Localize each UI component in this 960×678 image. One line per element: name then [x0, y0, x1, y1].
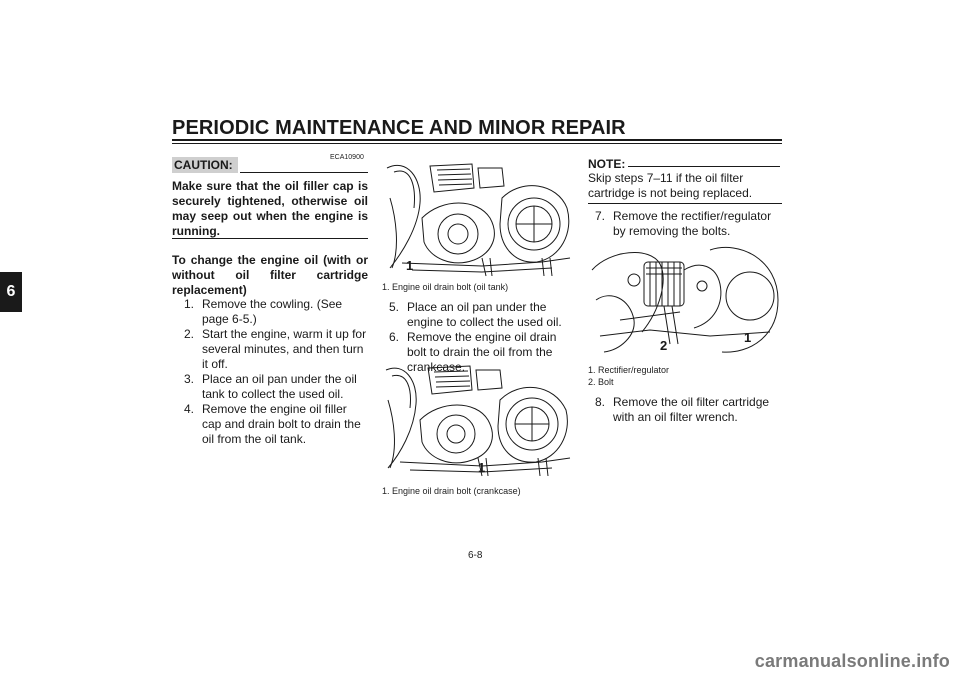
section-heading: To change the engine oil (with or without oil filter cartridge replacement)	[172, 253, 368, 297]
rectifier-illustration	[590, 240, 780, 358]
figure-caption-1: 1. Rectifier/regulator	[588, 365, 670, 375]
step-text: Remove the oil filter cartridge with an oil filter wrench.	[613, 395, 770, 424]
chapter-tab[interactable]: 6	[0, 272, 22, 312]
title-rule	[172, 139, 782, 141]
note-label: NOTE:	[588, 157, 626, 171]
step-item	[172, 372, 368, 402]
step-text: Place an oil pan under the engine to collect the used oil.	[407, 300, 562, 329]
figure-caption-2: 2. Bolt	[588, 377, 614, 387]
figure-caption: 1. Engine oil drain bolt (oil tank)	[382, 282, 509, 292]
step-number: 8.	[595, 395, 606, 409]
step-number: 7.	[595, 209, 606, 223]
watermark[interactable]: carmanualsonline.info	[754, 651, 950, 671]
figure-rectifier-regulator	[590, 240, 780, 358]
step-number: 4.	[184, 402, 195, 416]
figure-caption: 1. Engine oil drain bolt (crankcase)	[382, 486, 521, 496]
figure-callout-2: 2	[660, 338, 668, 353]
step-text: Remove the rectifier/regulator by removing the bolts.	[613, 209, 772, 238]
caution-text: Make sure that the oil filler cap is securely tightened, otherwise oil may seep out when the engine is running.	[172, 179, 368, 238]
page-number: 6-8	[468, 550, 483, 561]
step-text: Remove the engine oil drain bolt to drain the oil from the crankcase.	[407, 330, 557, 374]
step-number: 5.	[389, 300, 400, 314]
step-item	[172, 402, 368, 447]
figure-callout: 1	[478, 460, 486, 475]
step-number: 6.	[389, 330, 400, 344]
figure-callout-1: 1	[744, 330, 752, 345]
step-item	[377, 300, 577, 330]
left-steps-list	[172, 297, 368, 447]
right-steps-list-2	[583, 395, 783, 425]
caution-label: CAUTION:	[172, 157, 238, 173]
note-bottom-rule	[588, 203, 782, 204]
caution-bottom-rule	[172, 238, 368, 239]
figure-callout: 1	[406, 258, 414, 273]
step-item	[172, 327, 368, 372]
page-title: PERIODIC MAINTENANCE AND MINOR REPAIR	[172, 117, 626, 139]
step-text: Place an oil pan under the oil tank to collect the used oil.	[202, 372, 357, 401]
caution-top-rule	[240, 172, 368, 173]
note-text: Skip steps 7–11 if the oil filter cartridge is not being replaced.	[588, 171, 753, 200]
figure-oil-tank-drain	[382, 158, 574, 278]
step-text: Remove the engine oil filler cap and drain bolt to drain the oil from the oil tank.	[202, 402, 361, 446]
step-item	[583, 209, 783, 239]
note-top-rule	[628, 166, 780, 167]
step-number: 1.	[184, 297, 195, 311]
right-steps-list-1	[583, 209, 783, 239]
title-rule-thin	[172, 143, 782, 144]
step-number: 3.	[184, 372, 195, 386]
step-text: Start the engine, warm it up for several minutes, and then turn it off.	[202, 327, 367, 371]
caution-code: ECA10900	[330, 154, 364, 161]
step-number: 2.	[184, 327, 195, 341]
step-text: Remove the cowling. (See page 6-5.)	[202, 297, 343, 326]
step-item	[583, 395, 783, 425]
figure-crankcase-drain	[382, 362, 574, 478]
step-item	[172, 297, 368, 327]
